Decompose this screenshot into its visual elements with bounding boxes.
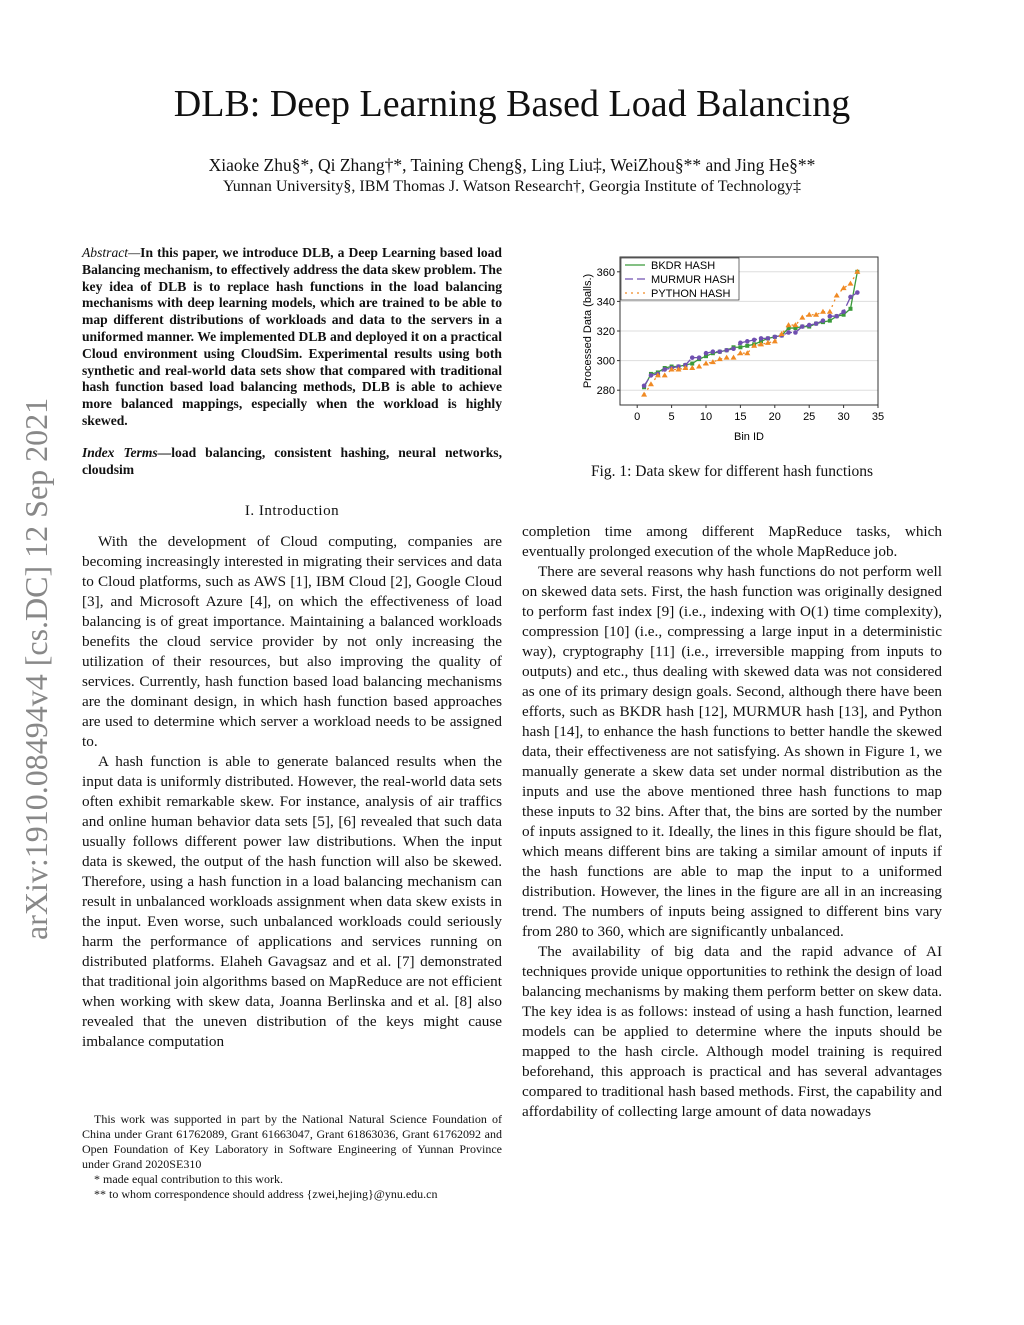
data-point <box>814 321 819 326</box>
data-point <box>828 314 833 319</box>
footnote: * made equal contribution to this work. <box>94 1172 283 1186</box>
data-point <box>731 346 736 351</box>
right-column <box>522 522 942 1122</box>
paragraph: There are several reasons why hash functions do not perform well on skewed data sets. First, the hash function was originally designed to perform fast index [9] (i.e., indexing with O(1) time complexity), compression [10] (i.e., compressing a large input in a deterministic way), cryptography [11] (i.e., irreversible mapping from inputs to outputs) and etc., thus dealing with skewed data was not considered as one of its primary design goals. Second, although there have been efforts, such as BKDR hash [12], MURMUR hash [13], and Python hash [14], to enhance the hash functions to better handle the skewed data, their effectiveness are not satisfying. As shown in Figure 1, we manually generate a skew data set under normal distribution as the inputs and use the above mentioned three hash functions to map these inputs to 32 bins. After that, the bins are sorted by the number of inputs assigned to it. Ideally, the lines in this figure should be flat, which means different bins are taking a similar amount of inputs if the hash functions are able to map the input to a uniformed distribution. However, the lines in the figure are all in an increasing trend. The numbers of inputs being assigned to different bins vary from 280 to 360, which are significantly unbalanced. <box>522 563 942 940</box>
index-terms-text: load balancing, consistent hashing, neural networks, cloudsim <box>82 445 502 477</box>
footnote: ** to whom correspondence should address {zwei,hejing}@ynu.edu.cn <box>94 1187 438 1201</box>
paper-title: DLB: Deep Learning Based Load Balancing <box>173 83 851 125</box>
data-point <box>828 319 832 323</box>
y-axis-label: Processed Data (balls.) <box>582 273 594 389</box>
data-point <box>703 361 709 366</box>
paragraph: A hash function is able to generate balanced results when the input data is uniformly distributed. However, the real-world data sets often exhibit remarkable skew. For instance, analysis of air traffics and online human behavior data sets [5], [6] revealed that such data usually follows different power law distributions. When the input data is skewed, the output of the hash function will also be skewed. Therefore, using a hash function in a load balancing mechanism can result in unbalanced workloads assignment when data skew exists in the input. Even worse, such unbalanced workloads could seriously harm the performance of applications and services running on distributed platforms. Elaheh Gavagsaz and et al. [7] demonstrated that traditional join algorithms based on MapReduce are not efficient when working with skew data, Joanna Berlinska and et al. [8] also revealed that the uneven distribution of the keys might cause imbalance computation <box>82 753 502 1050</box>
data-point <box>649 373 654 378</box>
data-point <box>711 349 716 354</box>
legend-label: PYTHON HASH <box>651 288 731 300</box>
data-point <box>745 344 749 348</box>
affiliations: Yunnan University§, IBM Thomas J. Watson Research†, Georgia Institute of Technology‡ <box>222 178 802 195</box>
footnote: This work was supported in part by the National Natural Science Foundation of China under Grant 61762089, Grant 61663047, Grant 61863036, Grant 61762092 and Open Foundation of Key Laboratory in Software Engineering of Yunnan Province under Grand 2020SE310 <box>82 1112 502 1171</box>
paragraph: With the development of Cloud computing, companies are becoming increasingly interested in migrating their services and data to Cloud platforms, such as AWS [1], IBM Cloud [2], Google Cloud [3], and Microsoft Azure [4], on which the effectiveness of load balancing is of great importance. Maintaining a balanced workloads benefits the cloud service provider by not only increasing the utilization of their resources, but also improving the quality of services. Currently, hash function based load balancing mechanisms are the dominant design, in which hash function based approaches are used to determine which server a workload needs to be assigned to. <box>82 533 502 750</box>
data-point <box>800 324 805 329</box>
data-point <box>738 345 742 349</box>
data-point <box>786 330 791 335</box>
data-point <box>724 348 729 353</box>
x-tick-label: 25 <box>803 411 816 423</box>
legend-label: BKDR HASH <box>651 260 716 272</box>
data-point <box>690 362 694 366</box>
data-point <box>799 315 805 320</box>
data-point <box>738 341 743 346</box>
data-point <box>834 292 840 297</box>
data-point <box>834 314 839 319</box>
x-axis-label: Bin ID <box>734 431 764 443</box>
data-point <box>807 323 812 328</box>
data-point <box>821 318 826 323</box>
data-point <box>847 281 853 286</box>
series-line-1 <box>644 293 857 386</box>
abstract <box>82 245 502 430</box>
figure-caption: Fig. 1: Data skew for different hash functions <box>590 463 874 480</box>
data-point <box>855 290 860 295</box>
section-heading: I. Introduction <box>244 503 340 519</box>
x-tick-label: 10 <box>699 411 713 423</box>
data-point <box>642 383 647 388</box>
data-point <box>759 336 764 341</box>
data-point <box>641 392 647 397</box>
data-point <box>786 322 792 327</box>
x-tick-label: 5 <box>668 411 675 423</box>
data-point <box>737 350 743 355</box>
data-point <box>841 309 846 314</box>
data-point <box>745 339 750 344</box>
index-terms <box>82 445 502 479</box>
abstract-label: Abstract— <box>82 245 141 260</box>
x-tick-label: 35 <box>871 411 885 423</box>
y-tick-label: 340 <box>596 296 615 309</box>
figure-1-chart <box>575 250 895 445</box>
left-column <box>82 532 502 1052</box>
data-point <box>848 295 853 300</box>
index-terms-label: Index Terms— <box>82 445 172 460</box>
data-point <box>648 381 654 386</box>
data-point <box>690 355 695 360</box>
y-tick-label: 300 <box>596 355 615 368</box>
paragraph: The availability of big data and the rapid advance of AI techniques provide unique opportunities to rethink the design of load balancing mechanisms by making them perform better on skew data. The key idea is as follows: instead of using a hash function, learned models can be applied to determine where the inputs should be mapped to the hash circle. Although model training is required beforehand, this approach is practical and has several advantages compared to traditional hash based methods. First, the capability and affordability of collecting large amount of data nowadays <box>522 943 942 1120</box>
y-tick-label: 360 <box>596 266 615 279</box>
x-tick-label: 0 <box>634 411 641 423</box>
data-point <box>841 285 847 290</box>
data-point <box>717 349 722 354</box>
y-tick-label: 280 <box>596 385 615 398</box>
paragraph: completion time among different MapReduce tasks, which eventually prolonged execution of the whole MapReduce job. <box>522 523 942 560</box>
arxiv-stamp: arXiv:1910.08494v4 [cs.DC] 12 Sep 2021 <box>18 397 54 940</box>
x-tick-label: 30 <box>837 411 850 423</box>
x-tick-label: 20 <box>768 411 781 423</box>
data-point <box>752 338 757 343</box>
author-list: Xiaoke Zhu§*, Qi Zhang†*, Taining Cheng§, Ling Liu‡, WeiZhou§** and Jing He§** <box>208 155 816 175</box>
data-point <box>696 364 702 369</box>
data-point <box>772 338 778 343</box>
data-point <box>731 355 737 360</box>
data-point <box>704 351 709 356</box>
footnotes <box>82 1112 502 1202</box>
data-point <box>806 312 812 317</box>
data-point <box>662 367 667 372</box>
data-point <box>854 269 860 274</box>
data-point <box>827 309 833 314</box>
data-point <box>848 307 852 311</box>
x-tick-label: 15 <box>734 411 747 423</box>
data-point <box>697 355 702 360</box>
abstract-text: In this paper, we introduce DLB, a Deep Learning based load Balancing mechanism, to effectively address the data skew problem. The key idea of DLB is to replace hash functions in the load balancing mechanisms with deep learning models, which are trained to be able to map different distributions of workloads and data to the servers in a uniformed manner. We implemented DLB and deployed it on a practical Cloud environment using CloudSim. Experimental results using both synthetic and real-world data sets show that compared with traditional hash function based load balancing methods, DLB is able to achieve more balanced mappings, especially when the workload is highly skewed. <box>82 245 502 428</box>
data-point <box>724 355 730 360</box>
data-point <box>662 372 668 377</box>
y-tick-label: 320 <box>596 326 615 338</box>
data-point <box>689 365 695 370</box>
legend-label: MURMUR HASH <box>651 274 735 286</box>
data-point <box>793 330 798 335</box>
